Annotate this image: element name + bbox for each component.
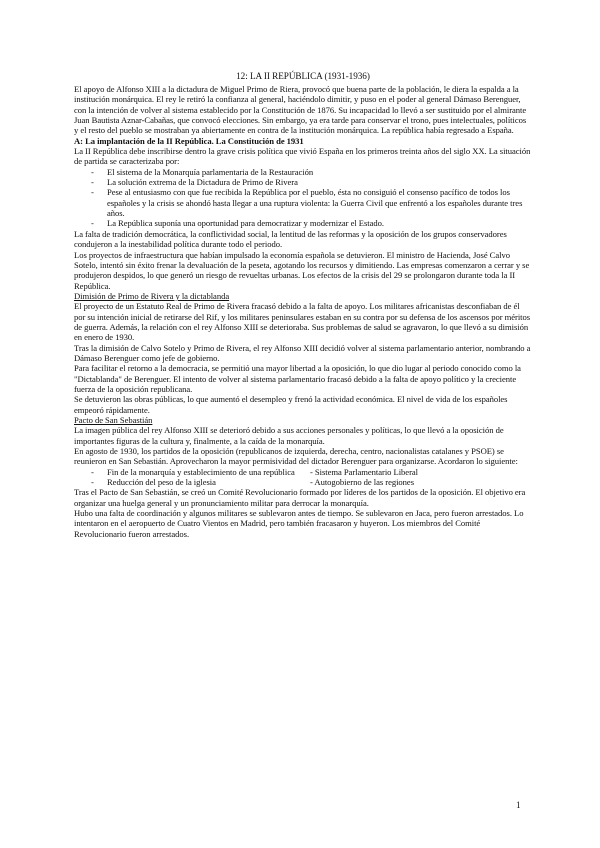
list-item: - Pese al entusiasmo con que fue recibida la República por el pueblo, ésta no consiguió el consenso pacífico de todos los españoles y la crisis se ahondó hasta llegar a una ruptura violenta: la Guerra Civil que enfrentó a los españoles durante tres años. <box>74 187 532 218</box>
paragraph-11: Hubo una falta de coordinación y algunos militares se sublevaron antes de tiempo. Se sublevaron en Jaca, pero fueron arrestados. Lo intentaron en el aeropuerto de Cuatro Vientos en Madrid, pero también fracasaron y huyeron. Los miembros del Comité Revolucionario fueron arrestados. <box>74 508 524 539</box>
paragraph-7: Se detuvieron las obras públicas, lo que aumentó el desempleo y frenó la actividad económica. El nivel de vida de los españoles empeoró rápidamente. <box>74 394 508 415</box>
crisis-list <box>74 167 532 229</box>
paragraph-8: La imagen pública del rey Alfonso XIII se deterioró debido a sus acciones personales y políticas, lo que llevó a la oposición de importantes figuras de la cultura y, finalmente, a la caída de la monarquía. <box>74 425 504 446</box>
document-title: 12: LA II REPÚBLICA (1931-1936) <box>236 71 370 81</box>
page-number: 1 <box>516 800 521 810</box>
pact-item-row <box>74 477 532 487</box>
paragraph-3: Los proyectos de infraestructura que habían impulsado la economía española se detuvieron. El ministro de Hacienda, José Calvo Sotelo, intentó sin éxito frenar la devaluación de la peseta, agotando los recursos y dimitiendo. Las empresas comenzaron a cerrar y se produjeron despidos, lo que generó un riesgo de revueltas urbanas. Los efectos de la crisis del 29 se prolongaron durante toda la II República. <box>74 249 530 291</box>
paragraph-1: La II República debe inscribirse dentro la grave crisis política que vivió España en los primeros treinta años del siglo XX. La situación de partida se caracterizaba por: <box>74 146 531 167</box>
list-item: - La solución extrema de la Dictadura de Primo de Rivera <box>74 177 532 187</box>
pact-item-right: - Autogobierno de las regiones <box>310 477 414 488</box>
pact-item-left: - Fin de la monarquía y establecimiento de una república <box>74 467 310 477</box>
pact-item-left: - Reducción del peso de la iglesia <box>74 477 310 487</box>
paragraph-2: La falta de tradición democrática, la conflictividad social, la lentitud de las reformas y la oposición de los grupos conservadores condujeron a la inestabilidad política durante todo el periodo. <box>74 228 507 250</box>
section-heading-pacto: Pacto de San Sebastián <box>74 415 153 425</box>
section-heading-a: A: La implantación de la II República. La Constitución de 1931 <box>74 135 304 146</box>
list-item: - El sistema de la Monarquía parlamentaria de la Restauración <box>74 167 532 177</box>
paragraph-9: En agosto de 1930, los partidos de la oposición (republicanos de izquierda, derecha, centro, nacionalistas catalanes y PSOE) se reunieron en San Sebastián. Aprovecharon la mayor permisividad del dictador Berenguer para organizarse. Acordaron lo siguiente: <box>74 446 518 467</box>
document-page <box>74 70 532 539</box>
paragraph-4: El proyecto de un Estatuto Real de Primo de Rivera fracasó debido a la falta de apoyo. Los militares africanistas desconfiaban de él por su intención inicial de retirarse del Rif, y los militares peninsulares estaban en su contra por su defensa de los ascensos por méritos de guerra. Además, la relación con el rey Alfonso XIII se deterioraba. Sus problemas de salud se agravaron, lo que llevó a su dimisión en enero de 1930. <box>74 301 531 343</box>
section-heading-dimision: Dimisión de Primo de Rivera y la dictablanda <box>74 290 230 301</box>
intro-paragraph: El apoyo de Alfonso XIII a la dictadura de Miguel Primo de Riera, provocó que buena parte de la población, le diera la espalda a la institución monárquica. El rey le retiró la confianza al general, haciéndolo dimitir, y puso en el poder al general Dámaso Berenguer, con la intención de volver al sistema establecido por la Constitución de 1876. Su incapacidad lo llevó a ser sustituido por el almirante Juan Bautista Aznar-Cabañas, que convocó elecciones. Sin embargo, ya era tarde para conservar el trono, pues intelectuales, políticos y el resto del pueblo se mostraban ya abiertamente en contra de la institución monárquica. La república había regresado a España. <box>74 84 527 136</box>
paragraph-10: Tras el Pacto de San Sebastián, se creó un Comité Revolucionario formado por líderes de los partidos de la oposición. El objetivo era organizar una huelga general y un pronunciamiento militar para derrocar la monarquía. <box>74 487 526 508</box>
list-item: - La República suponía una oportunidad para democratizar y modernizar el Estado. <box>74 218 532 228</box>
pact-item-right: - Sistema Parlamentario Liberal <box>310 466 418 477</box>
paragraph-5: Tras la dimisión de Calvo Sotelo y Primo de Rivera, el rey Alfonso XIII decidió volver al sistema parlamentario anterior, nombrando a Dámaso Berenguer como jefe de gobierno. <box>74 342 531 363</box>
paragraph-6: Para facilitar el retorno a la democracia, se permitió una mayor libertad a la oposición, lo que dio lugar al periodo conocido como la "Dictablanda" de Berenguer. El intento de volver al sistema parlamentario fracasó debido a la falta de apoyo político y la creciente fuerza de la oposición republicana. <box>74 363 521 394</box>
pact-item-row <box>74 467 532 477</box>
